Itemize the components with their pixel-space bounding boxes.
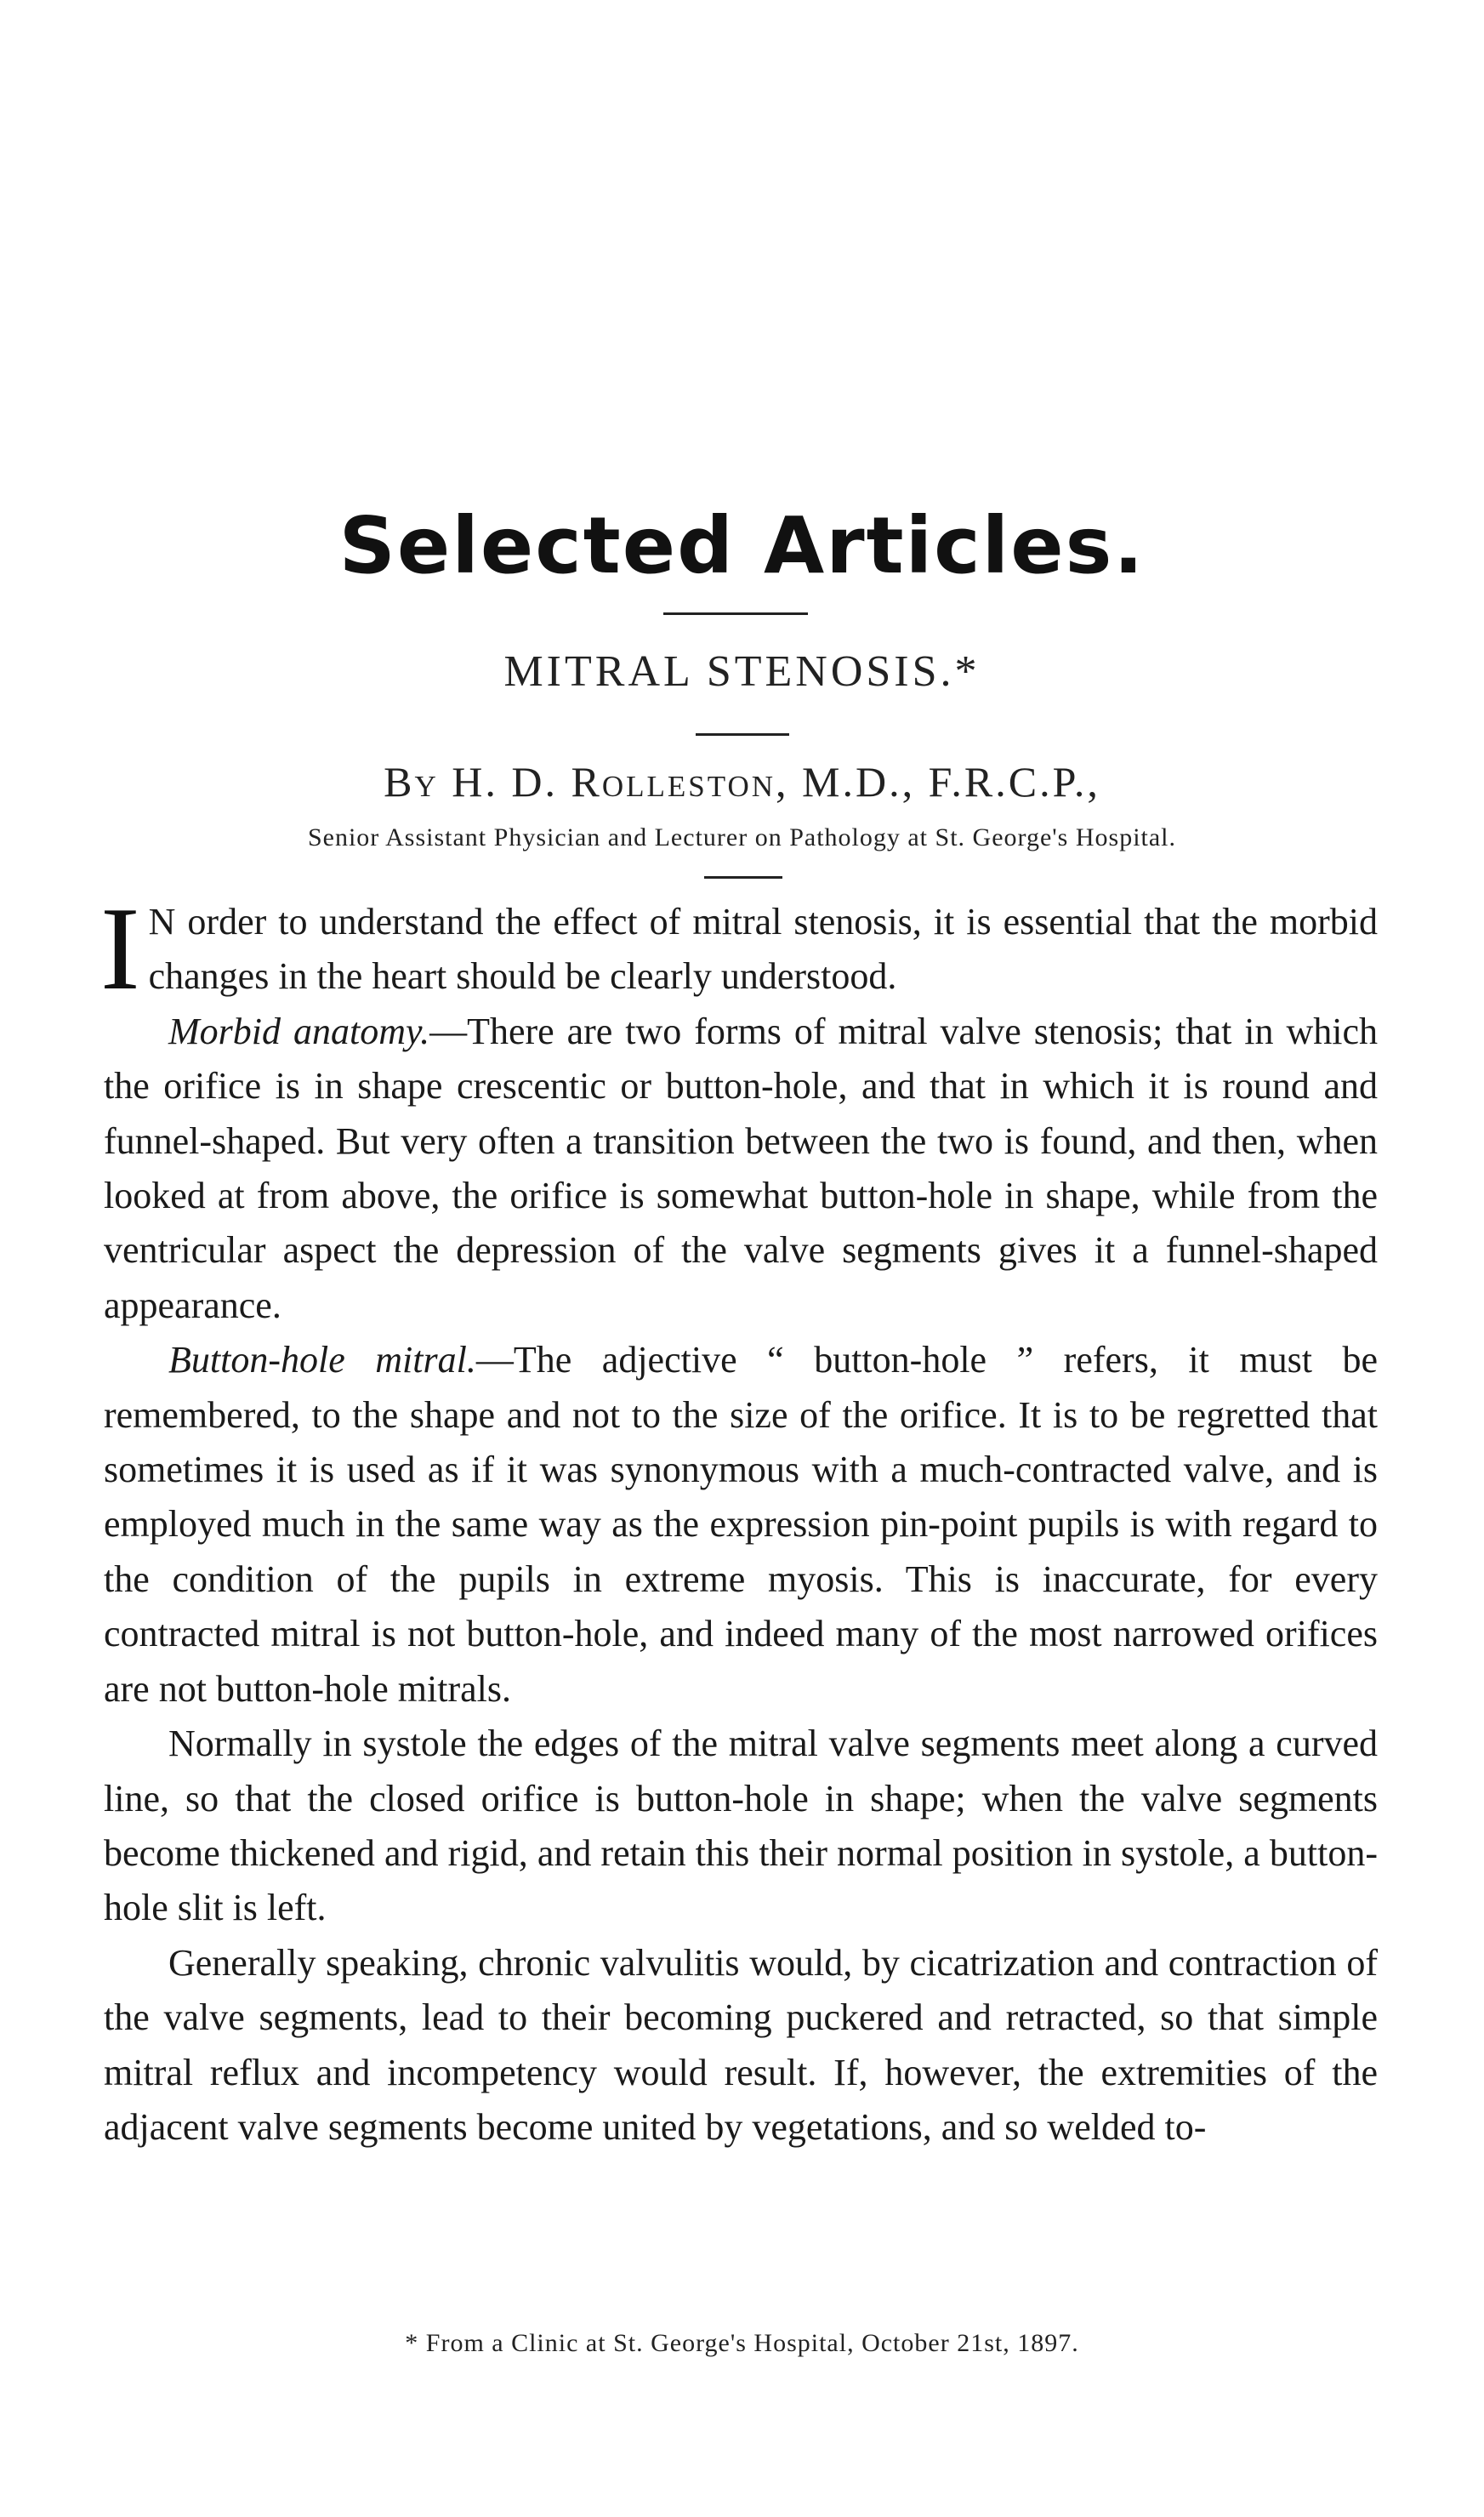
author-byline: By H. D. Rolleston, M.D., F.R.C.P.,: [384, 758, 1100, 806]
footnote: * From a Clinic at St. George's Hospital, October 21st, 1897.: [405, 2329, 1079, 2357]
button-hole-heading: Button-hole mitral.: [168, 1339, 476, 1381]
drop-cap: I: [100, 883, 140, 1015]
author-affiliation: Senior Assistant Physician and Lecturer on Pathology at St. George's Hospital.: [307, 823, 1177, 851]
intro-text: N order to understand the effect of mitral stenosis, it is essential that the morbid changes in the heart should be clearly understood.: [148, 901, 1378, 998]
byline-divider: [696, 733, 789, 736]
morbid-anatomy-text: —There are two forms of mitral valve stenosis; that in which the orifice is in shape crescentic or button-hole, and that in which it is round and funnel-shaped. But very often a transition between the two is found, and then, when looked at from above, the orifice is somewhat button-hole in shape, while from the ventricular aspect the depression of the valve segments gives it a funnel-shaped appearance.: [104, 1010, 1378, 1326]
article-body: [100, 883, 1378, 2155]
morbid-anatomy-paragraph: [104, 1005, 1378, 1333]
valvulitis-paragraph: Generally speaking, chronic valvulitis would, by cicatrization and contraction of the valve segments, lead to their becoming puckered and retracted, so that simple mitral reflux and incompetency would result. If, however, the extremities of the adjacent valve segments become united by vegetations, and so welded to-: [104, 1941, 1378, 2148]
systole-paragraph: Normally in systole the edges of the mitral valve segments meet along a curved line, so that the closed orifice is button-hole in shape; when the valve segments become thickened and rigid, and retain this their normal position in systole, a button-hole slit is left.: [104, 1723, 1378, 1929]
body-divider: [704, 876, 782, 879]
intro-paragraph: [100, 883, 1378, 1015]
section-title: Selected Articles.: [338, 500, 1146, 591]
button-hole-paragraph: [104, 1333, 1378, 1717]
morbid-anatomy-heading: Morbid anatomy.: [168, 1010, 430, 1052]
title-divider: [663, 612, 808, 615]
button-hole-text: —The adjective “ button-hole ” refers, it must be remembered, to the shape and not to the size of the orifice. It is to be regretted that sometimes it is used as if it was synonymous with a much-contracted valve, and is employed much in the same way as the expression pin-point pupils is with regard to the condition of the pupils in extreme myosis. This is inaccurate, for every contracted mitral is not button-hole, and indeed many of the most narrowed orifices are not button-hole mitrals.: [104, 1339, 1378, 1710]
article-title: MITRAL STENOSIS.*: [503, 647, 981, 696]
